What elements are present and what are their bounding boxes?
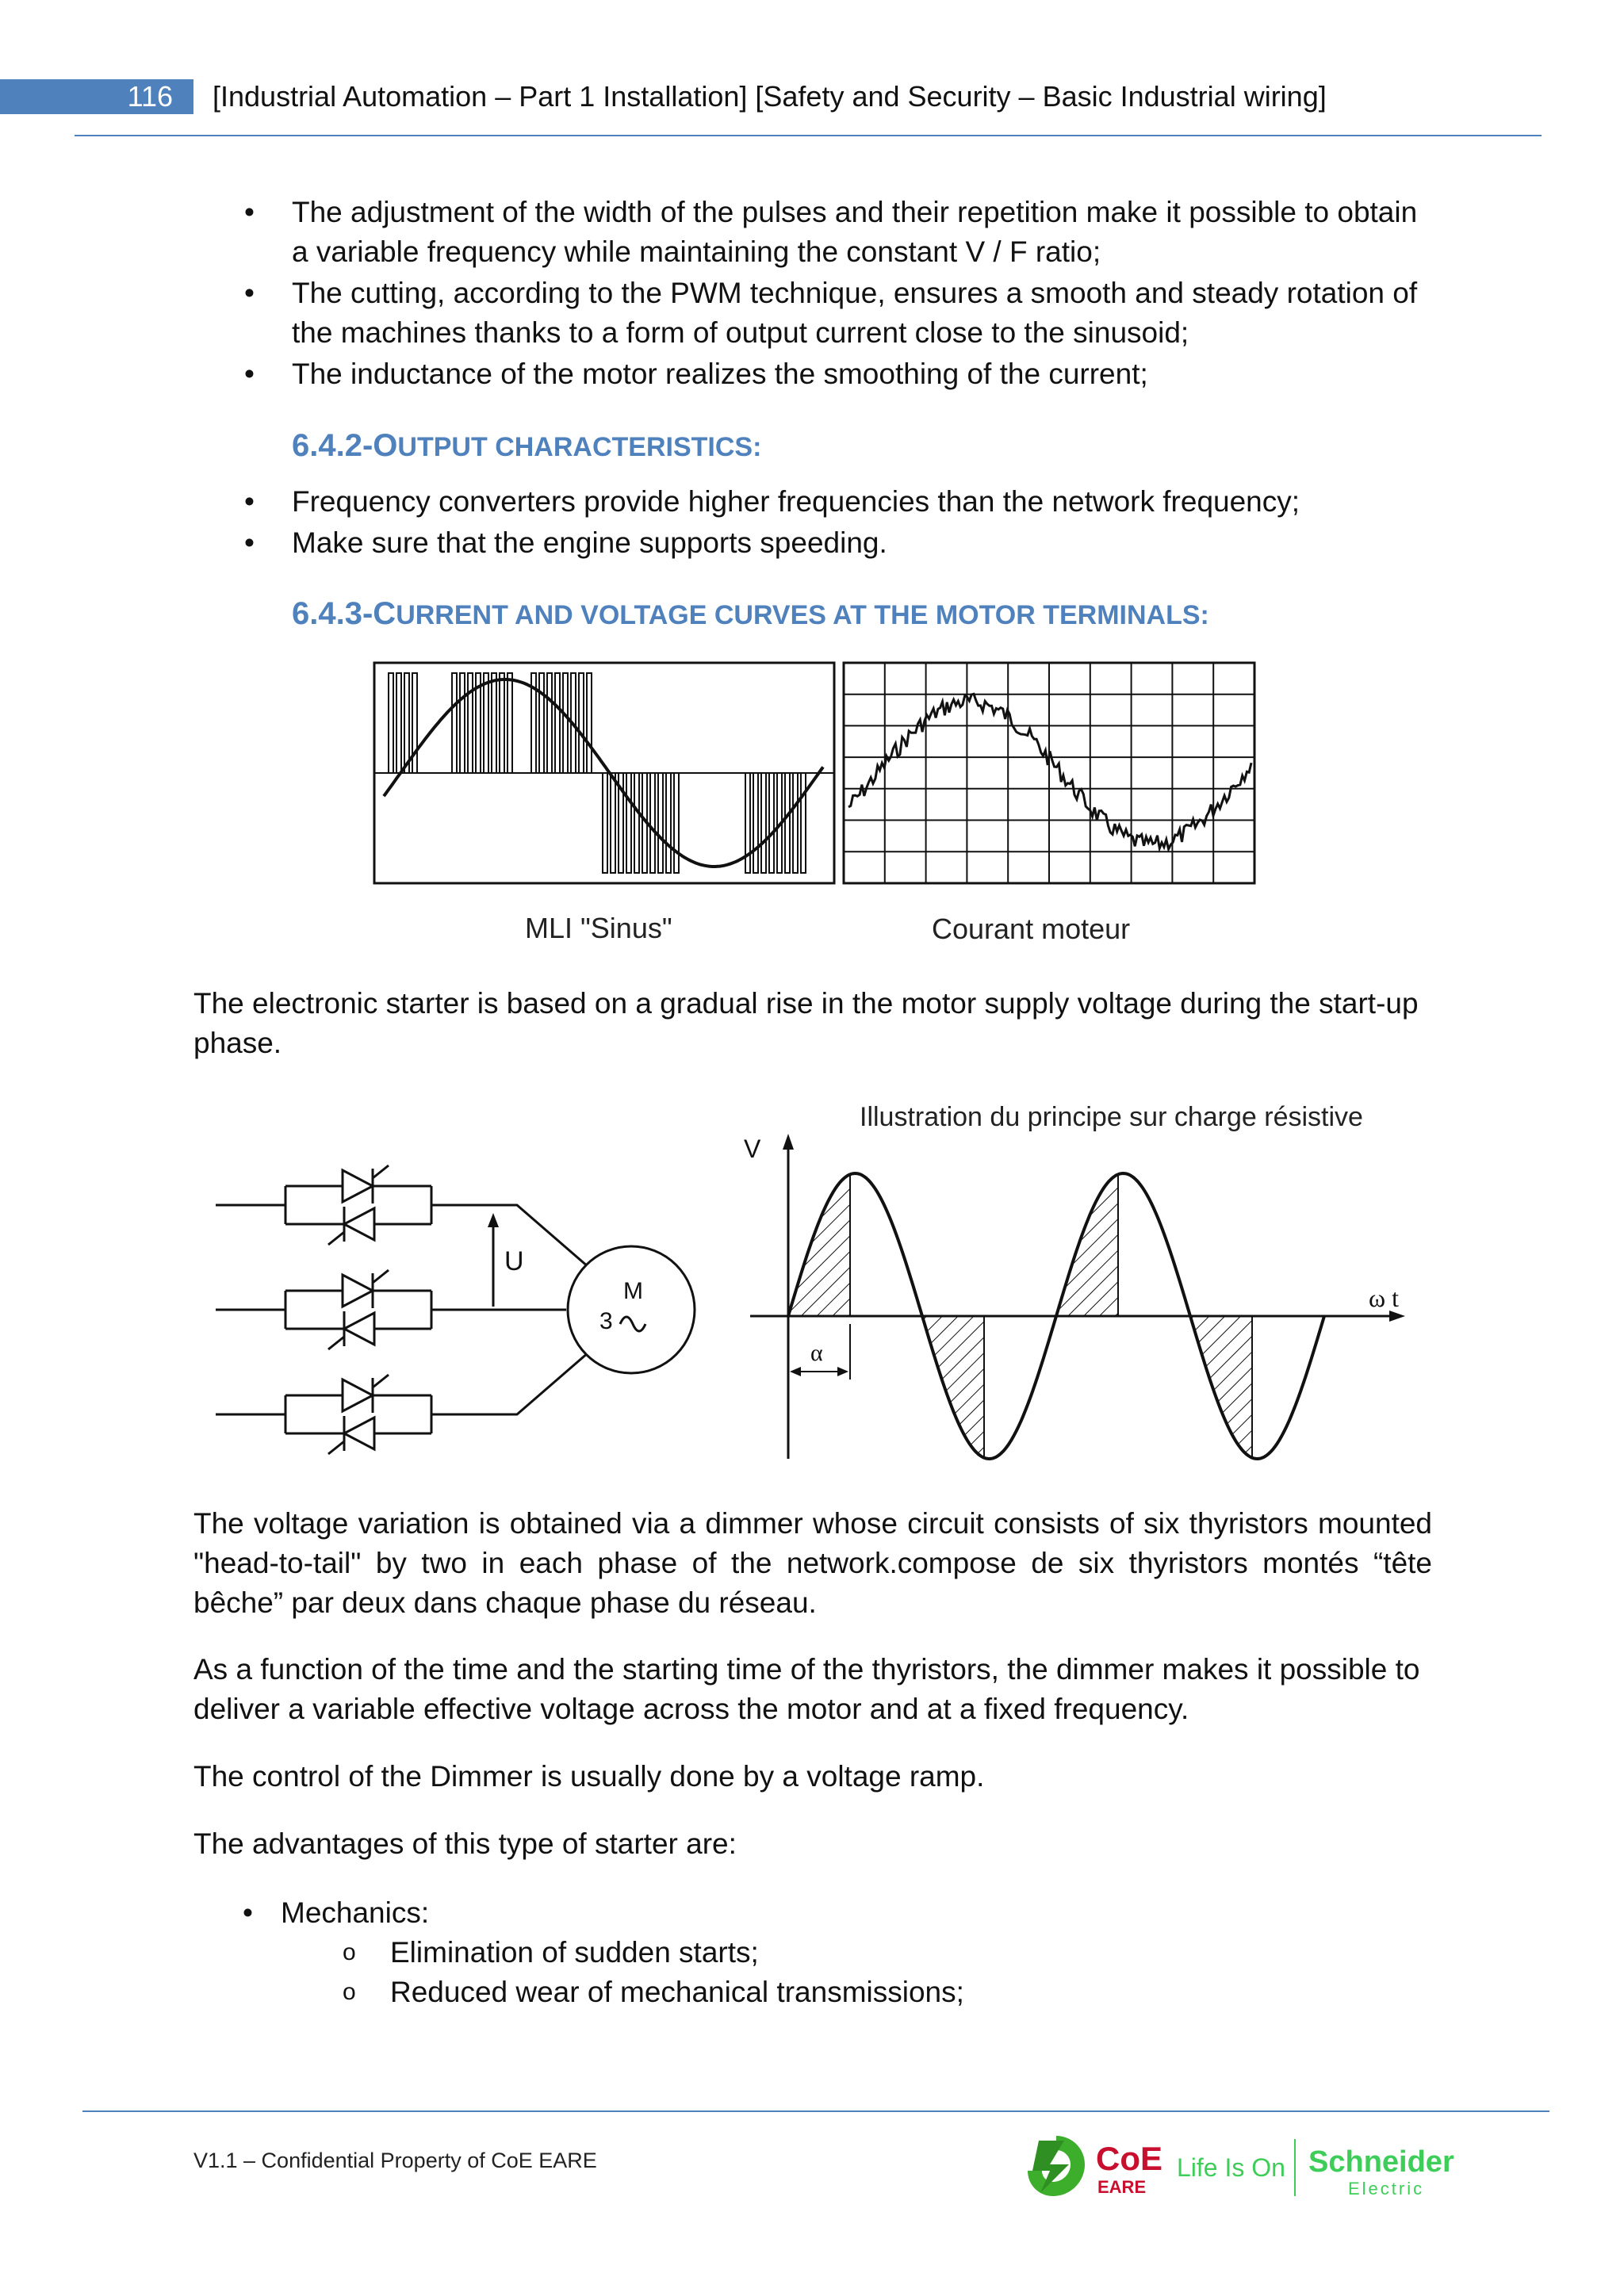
list-item-text: Make sure that the engine supports speeding. [292,526,887,559]
time-axis-arrowhead [1389,1311,1405,1322]
list-item: • The inductance of the motor realizes the smoothing of the current; [244,358,1148,390]
current-panel [844,663,1254,883]
schneider-wordmark: Schneider [1308,2145,1454,2179]
thyristor-gate [373,1165,389,1178]
thyristor-icon [343,1170,373,1202]
coe-wordmark: CoE [1096,2140,1162,2177]
section-heading-curves [292,594,1209,635]
dimmer-figure [206,1094,1443,1475]
thyristor-gate [373,1375,389,1387]
output-bullet-list [0,482,1427,563]
thyristor-icon [344,1208,374,1240]
voltage-arrowhead [488,1213,499,1227]
list-item: • The adjustment of the width of the pulses and their repetition make it possible to obtain a variable frequency while maintaining the constant V / F ratio; [244,196,1418,268]
sub-list-item: o Elimination of sudden starts; [343,1936,759,1969]
list-item: • Mechanics: [243,1896,430,1929]
pwm-current-figure [373,660,1261,897]
list-item-text: The inductance of the motor realizes the smoothing of the current; [292,358,1148,390]
list-item-text: The cutting, according to the PWM technique, ensures a smooth and steady rotation of the machines thanks to a form of output current close to the sinusoid; [292,277,1418,349]
intro-bullet-list [0,193,1427,394]
v-axis-arrowhead [783,1134,794,1150]
thyristor-gate [328,1441,344,1454]
section-number: 6.4.2- [292,428,373,463]
header-title: [Industrial Automation – Part 1 Installation] [Safety and Security – Basic Industrial wiring] [213,80,1327,113]
list-item-text: Mechanics: [281,1896,430,1929]
electric-wordmark: Electric [1348,2179,1425,2198]
thyristor-icon [344,1313,374,1345]
list-item-text: The adjustment of the width of the pulses and their repetition make it possible to obtain a variable frequency while maintaining the constant V / F ratio; [292,196,1418,268]
pwm-caption: MLI "Sinus" [525,912,672,944]
list-item: • The cutting, according to the PWM technique, ensures a smooth and steady rotation of the machines thanks to a form of output current close to the sinusoid; [244,277,1418,349]
phase-line-3 [431,1353,588,1414]
coe-logo-icon [1023,2133,1090,2199]
section-initial: C [373,596,396,631]
pwm-panel [374,663,834,883]
list-item: • Make sure that the engine supports speeding. [244,526,887,559]
motor-label-3: 3 [599,1308,613,1334]
thyristor-icon [344,1418,374,1449]
effective-voltage-paragraph: As a function of the time and the starting time of the thyristors, the dimmer makes it possible to deliver a variable effective voltage across the motor and at a fixed frequency. [193,1653,1420,1725]
dimmer-paragraph: The voltage variation is obtained via a dimmer whose circuit consists of six thyristors mounted "head-to-tail" by two in each phase of the network.compose de six thyristors montés “tête bêche” par deux dans chaque phase du réseau. [193,1507,1432,1619]
thyristor-gate [328,1232,344,1245]
sub-list-item: o Reduced wear of mechanical transmissions; [343,1976,964,2008]
motor-symbol [568,1246,695,1373]
advantages-intro: The advantages of this type of starter are: [193,1827,737,1860]
logo-separator [1294,2139,1296,2196]
section-heading-output [292,426,761,467]
section-title-rest: URRENT AND VOLTAGE CURVES AT THE MOTOR TERMINALS: [396,600,1209,630]
life-is-on-tagline: Life Is On [1177,2153,1285,2182]
list-item: • Frequency converters provide higher frequencies than the network frequency; [244,485,1300,518]
thyristor-icon [343,1380,373,1411]
thyristor-pairs [216,1165,431,1454]
section-initial: O [373,428,398,463]
current-caption: Courant moteur [932,913,1131,945]
alpha-arrow-right [837,1367,848,1376]
list-item-text: Reduced wear of mechanical transmissions; [390,1976,964,2008]
list-item-text: Elimination of sudden starts; [390,1936,759,1969]
page-number: 116 [0,79,193,114]
footer-divider [82,2110,1549,2112]
thyristor-icon [343,1275,373,1307]
thyristor-gate [328,1337,344,1349]
motor-label-m: M [623,1278,643,1304]
starter-paragraph: The electronic starter is based on a gradual rise in the motor supply voltage during the start-up phase. [193,987,1419,1059]
waveform-title: Illustration du principe sur charge résistive [860,1102,1363,1132]
voltage-label-u: U [504,1246,524,1276]
v-axis-label: V [744,1135,761,1163]
eare-wordmark: EARE [1097,2177,1147,2197]
thyristor-gate [373,1270,389,1283]
alpha-arrow-left [790,1367,801,1376]
alpha-label: α [810,1340,823,1366]
control-paragraph: The control of the Dimmer is usually done by a voltage ramp. [193,1760,985,1793]
list-item-text: Frequency converters provide higher frequencies than the network frequency; [292,485,1300,518]
time-axis-label: ω t [1369,1284,1399,1312]
advantages-list [0,1893,1427,2012]
header-divider [75,135,1542,136]
footer-text: V1.1 – Confidential Property of CoE EARE [193,2149,597,2172]
section-number: 6.4.3- [292,596,373,631]
section-title-rest: UTPUT CHARACTERISTICS: [397,432,762,462]
